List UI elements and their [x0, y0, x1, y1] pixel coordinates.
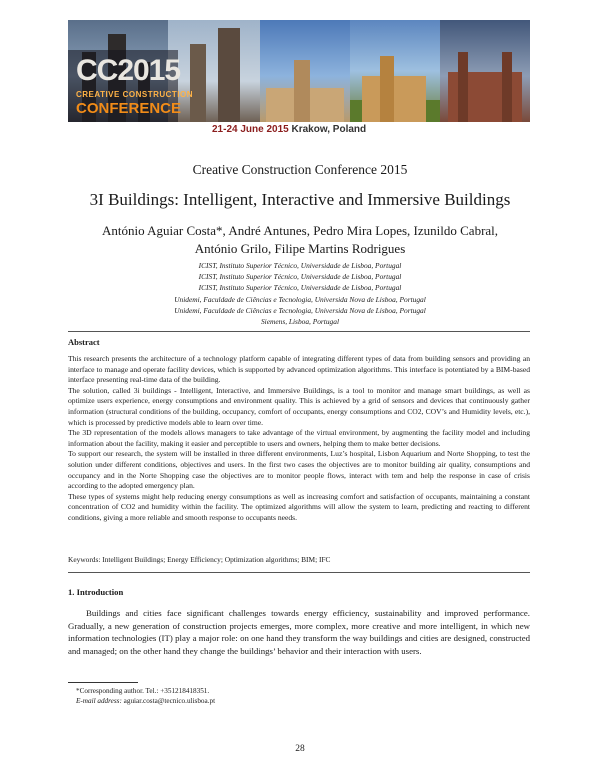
- banner-photo-church: [168, 20, 260, 122]
- intro-paragraph: Buildings and cities face significant challenges towards energy efficiency, sustainability and improved performance. Gradually, a new generation of construction projects emerges, more complex, more creative and more intelligent, in which new information technologies (IT) play a major role: on one hand they transform the way buildings and cities are designed, constructed and managed; on the other hand they change the buildings’ behavior and their interaction with users.: [68, 608, 530, 656]
- footnote: [76, 686, 215, 706]
- abstract-paragraph: The 3D representation of the models allows managers to take advantage of the virtual environment, by augmenting the facility model and including information about the facility, making it easier and perceptible to users and owners, helping them to make better decisions.: [68, 428, 530, 448]
- author-list: [80, 222, 520, 258]
- banner-photo-barbican: [440, 20, 530, 122]
- affiliation: ICIST, Instituto Superior Técnico, Universidade de Lisboa, Portugal: [198, 272, 402, 282]
- authors-line: António Aguiar Costa*, André Antunes, Pedro Mira Lopes, Izunildo Cabral,: [101, 223, 499, 238]
- affiliations: [80, 260, 520, 327]
- abstract-body: [68, 354, 530, 524]
- authors-line: António Grilo, Filipe Martins Rodrigues: [194, 241, 406, 256]
- page-number: 28: [295, 744, 305, 754]
- corresponding-author-note: *Corresponding author. Tel.: +351218418351.: [76, 687, 210, 695]
- divider: [68, 331, 530, 332]
- conference-dates: 21-24 June 2015: [212, 124, 289, 135]
- affiliation: ICIST, Instituto Superior Técnico, Universidade de Lisboa, Portugal: [198, 261, 402, 270]
- banner-photo-castle: [350, 20, 440, 122]
- abstract-paragraph: This research presents the architecture of a technology platform capable of integrating different types of data from building sensors and providing an interface to manage and operate facility devices, which is supported by advanced optimization algorithms. This interface is potentiated by a BIM-based interface presenting real-time data of the building.: [68, 354, 530, 385]
- conference-dates-location: [212, 124, 366, 135]
- email-label: E-mail address:: [76, 697, 122, 705]
- paper-title: 3I Buildings: Intelligent, Interactive and Immersive Buildings: [89, 190, 511, 209]
- abstract-heading: Abstract: [68, 337, 100, 347]
- banner-photo-cloth-hall: [260, 20, 350, 122]
- section-heading: 1. Introduction: [68, 587, 124, 597]
- logo-subtitle: CREATIVE CONSTRUCTION: [76, 90, 194, 99]
- conference-city: Krakow, Poland: [291, 124, 367, 135]
- email-line: [76, 696, 215, 706]
- abstract-paragraph: These types of systems might help reducing energy consumptions as well as increasing comfort and satisfaction of occupants, maintaining a constant concentration of CO2 and humidity within the facility. The optimized algorithms will allow the system to learn, predicting and reacting to different conditions, giving a more reliable and smooth response to occupants needs.: [68, 491, 530, 522]
- divider: [68, 572, 530, 573]
- logo-title: CONFERENCE: [76, 100, 182, 117]
- footnote-divider: [68, 682, 138, 683]
- keywords: Keywords: Intelligent Buildings; Energy Efficiency; Optimization algorithms; BIM; IFC: [68, 555, 331, 564]
- conference-logo: CC2015: [76, 54, 181, 87]
- email-address: aguiar.costa@tecnico.ulisboa.pt: [123, 697, 216, 705]
- affiliation: ICIST, Instituto Superior Técnico, Universidade de Lisboa, Portugal: [198, 283, 402, 293]
- conference-name: Creative Construction Conference 2015: [192, 162, 408, 177]
- abstract-paragraph: The solution, called 3i buildings - Intelligent, Interactive, and Immersive Buildings, is a tool to monitor and manage smart buildings, as well as optimize users experience, energy consumptions and environment quality. This is achieved by a grid of sensors and devices that continuously gather information (structural conditions of the building, occupancy, comfort of occupants, energy consumptions and CO2, COV’s and Humidity levels, etc.), which is processed by predictive models able to learn over time.: [68, 385, 530, 427]
- affiliation: Unidemi, Faculdade de Ciências e Tecnologia, Universida Nova de Lisboa, Portugal: [174, 294, 426, 304]
- affiliation: Unidemi, Faculdade de Ciências e Tecnologia, Universida Nova de Lisboa, Portugal: [174, 305, 426, 315]
- conference-banner: [68, 20, 530, 122]
- affiliation: Siemens, Lisboa, Portugal: [260, 317, 339, 327]
- abstract-paragraph: To support our research, the system will be installed in three different environments, Luz’s hospital, Lisbon Aquarium and Norte Shopping, to test the solution under different conditions, objectives and users. In the first two cases the objectives are to monitor building air quality, consumptions and occupancy and in the Norte Shopping case the objectives are to monitor people flows, interact with tem and help the response in case of crisis according to the adopted emergency plan.: [68, 449, 530, 491]
